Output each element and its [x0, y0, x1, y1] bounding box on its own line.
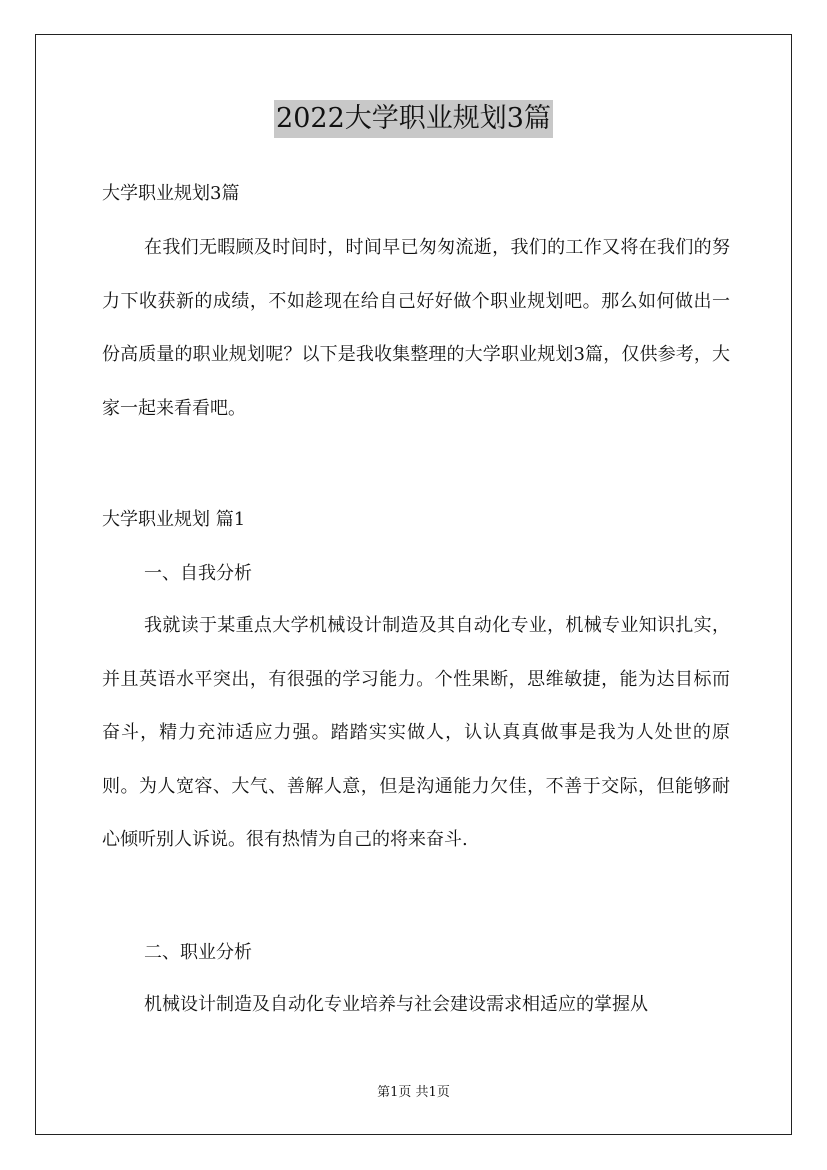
page-footer: 第1页 共1页	[377, 1085, 450, 1100]
title-wrap	[0, 100, 827, 138]
document-subtitle: 大学职业规划3篇	[102, 183, 240, 204]
document-title: 2022大学职业规划3篇	[274, 100, 553, 138]
heading-career-analysis: 二、职业分析	[144, 942, 252, 963]
career-analysis-paragraph: 机械设计制造及自动化专业培养与社会建设需求相适应的掌握从	[144, 994, 648, 1015]
section-heading: 大学职业规划 篇1	[102, 509, 246, 530]
heading-self-analysis: 一、自我分析	[144, 563, 252, 584]
intro-paragraph: 在我们无暇顾及时间时，时间早已匆匆流逝，我们的工作又将在我们的努力下收获新的成绩，不如趁现在给自己好好做个职业规划吧。那么如何做出一份高质量的职业规划呢？以下是我收集整理的大学职业规划3篇，仅供参考，大家一起来看看吧。	[102, 237, 730, 419]
self-analysis-paragraph: 我就读于某重点大学机械设计制造及其自动化专业，机械专业知识扎实，并且英语水平突出，有很强的学习能力。个性果断，思维敏捷，能为达目标而奋斗，精力充沛适应力强。踏踏实实做人，认认真真做事是我为人处世的原则。为人宽容、大气、善解人意，但是沟通能力欠佳，不善于交际，但能够耐心倾听别人诉说。很有热情为自己的将来奋斗.	[102, 615, 730, 850]
